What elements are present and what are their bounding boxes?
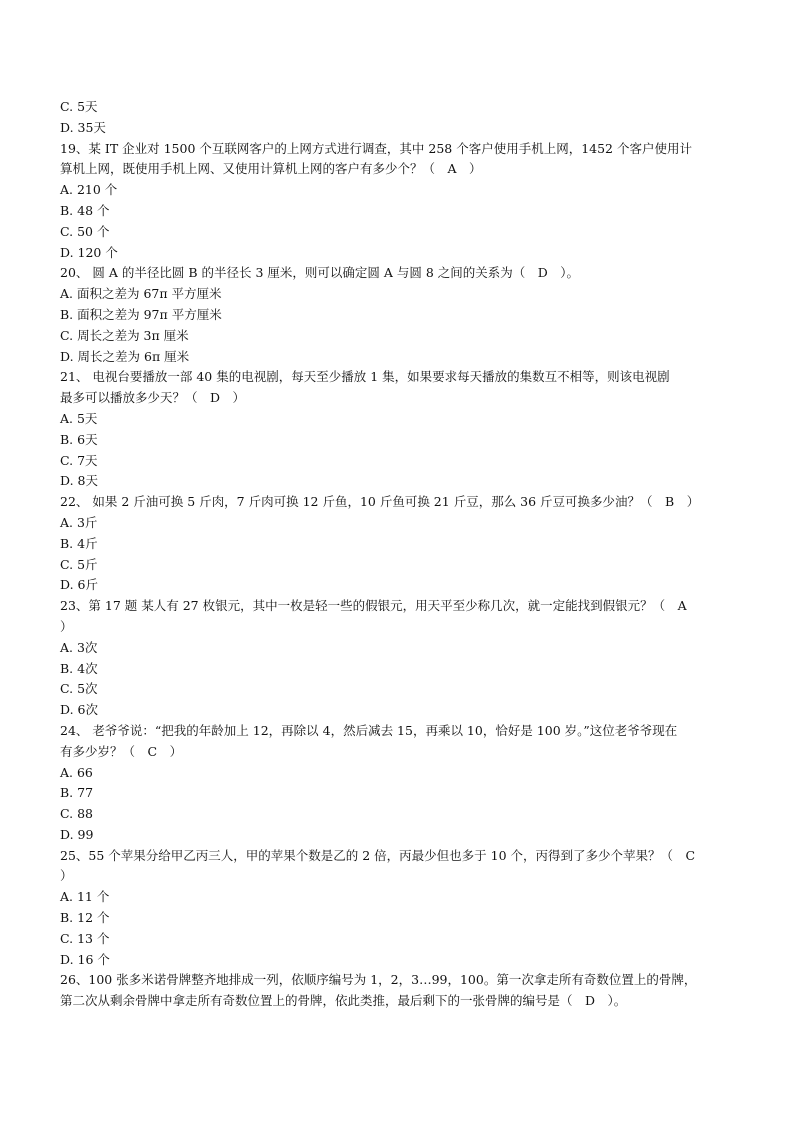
question-25-line-2: ） xyxy=(60,868,73,884)
option-b-q24: B. 77 xyxy=(60,785,94,801)
option-a-q24: A. 66 xyxy=(60,764,93,780)
option-a-q21: A. 5天 xyxy=(60,410,98,426)
option-c-q21: C. 7天 xyxy=(60,452,98,468)
question-19-line-2: 算机上网，既使用手机上网、又使用计算机上网的客户有多少个？（ A ） xyxy=(60,161,482,177)
option-a-q19: A. 210 个 xyxy=(60,182,118,198)
option-a-q20: A. 面积之差为 67π 平方厘米 xyxy=(60,286,222,302)
option-c-q24: C. 88 xyxy=(60,806,93,822)
question-21-line-1: 21、 电视台要播放一部 40 集的电视剧，每天至少播放 1 集，如果要求每天播放的集数互不相等，则该电视剧 xyxy=(60,369,670,385)
option-b-q23: B. 4次 xyxy=(60,660,98,676)
option-d-q21: D. 8天 xyxy=(60,473,98,489)
question-20: 20、 圆 A 的半径比圆 B 的半径长 3 厘米，则可以确定圆 A 与圆 8 之间的关系为（ D ）。 xyxy=(60,265,580,281)
option-c-q23: C. 5次 xyxy=(60,681,98,697)
option-d-q25: D. 16 个 xyxy=(60,951,110,967)
option-c-q25: C. 13 个 xyxy=(60,930,110,946)
option-b-q20: B. 面积之差为 97π 平方厘米 xyxy=(60,306,222,322)
option-d-q19: D. 120 个 xyxy=(60,244,118,260)
option-a-q25: A. 11 个 xyxy=(60,889,110,905)
option-c-q20: C. 周长之差为 3π 厘米 xyxy=(60,327,189,343)
question-23-line-1: 23、第 17 题 某人有 27 枚银元，其中一枚是轻一些的假银元，用天平至少称几次，就一定能找到假银元？（ A xyxy=(60,598,687,614)
option-d-q22: D. 6斤 xyxy=(60,577,98,593)
option-a-q22: A. 3斤 xyxy=(60,514,98,530)
question-26-line-2: 第二次从剩余骨牌中拿走所有奇数位置上的骨牌，依此类推，最后剩下的一张骨牌的编号是（ D ）。 xyxy=(60,993,627,1009)
question-19-line-1: 19、某 IT 企业对 1500 个互联网客户的上网方式进行调查，其中 258 个客户使用手机上网，1452 个客户使用计 xyxy=(60,140,692,156)
option-b-q22: B. 4斤 xyxy=(60,535,98,551)
question-21-line-2: 最多可以播放多少天？（ D ） xyxy=(60,390,246,406)
option-b-q19: B. 48 个 xyxy=(60,202,110,218)
option-b-q25: B. 12 个 xyxy=(60,910,110,926)
option-c-q18: C. 5天 xyxy=(60,99,98,114)
question-22: 22、 如果 2 斤油可换 5 斤肉，7 斤肉可换 12 斤鱼，10 斤鱼可换 21 斤豆，那么 36 斤豆可换多少油？（ B ） xyxy=(60,494,700,510)
document-page xyxy=(60,97,750,1012)
option-c-q22: C. 5斤 xyxy=(60,556,98,572)
option-d-q23: D. 6次 xyxy=(60,702,98,718)
option-c-q19: C. 50 个 xyxy=(60,223,110,239)
question-24-line-2: 有多少岁？（ C ） xyxy=(60,743,183,759)
option-b-q21: B. 6天 xyxy=(60,431,98,447)
option-d-q24: D. 99 xyxy=(60,826,94,842)
option-d-q20: D. 周长之差为 6π 厘米 xyxy=(60,348,190,364)
question-23-line-2: ） xyxy=(60,618,73,634)
question-24-line-1: 24、 老爷爷说：“把我的年龄加上 12，再除以 4，然后减去 15，再乘以 10，恰好是 100 岁。”这位老爷爷现在 xyxy=(60,722,678,738)
option-d-q18: D. 35天 xyxy=(60,119,106,135)
option-a-q23: A. 3次 xyxy=(60,639,98,655)
question-25-line-1: 25、55 个苹果分给甲乙丙三人，甲的苹果个数是乙的 2 倍，丙最少但也多于 10 个，丙得到了多少个苹果？（ C xyxy=(60,847,696,863)
question-26-line-1: 26、100 张多米诺骨牌整齐地排成一列，依顺序编号为 1，2，3…99，100。第一次拿走所有奇数位置上的骨牌， xyxy=(60,972,697,988)
